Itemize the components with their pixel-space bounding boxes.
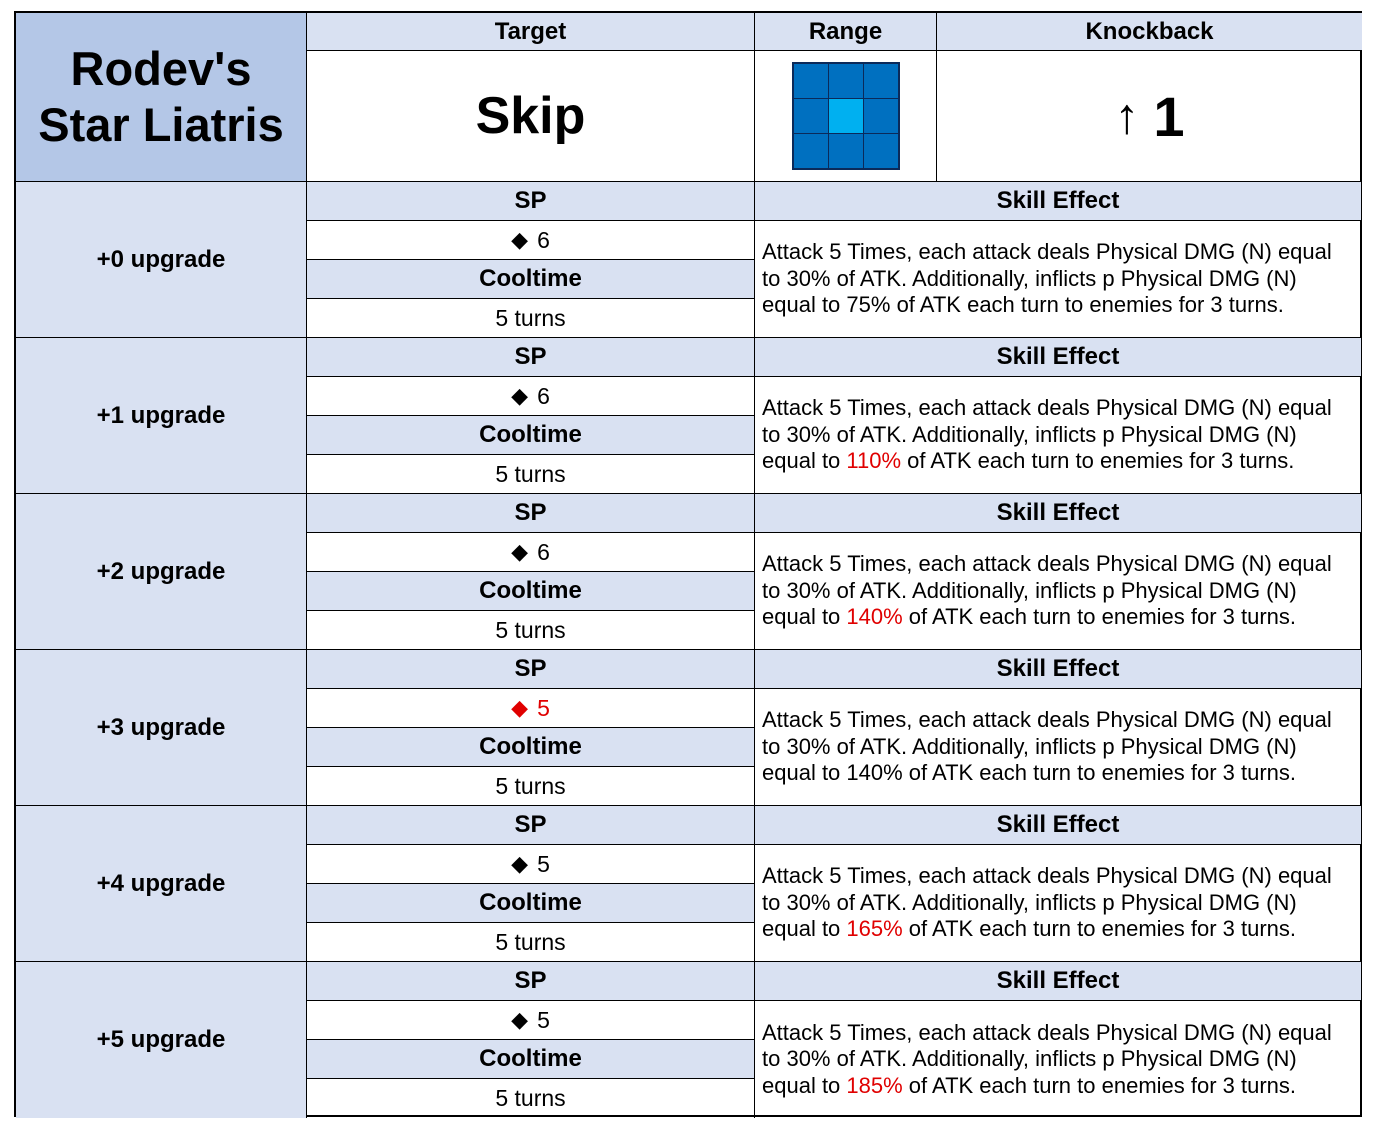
upgrade-label (16, 494, 307, 650)
upgrade-label-text: +3 upgrade (96, 713, 226, 741)
skill-effect-text (755, 221, 1361, 338)
skill-effect-description: Attack 5 Times, each attack deals Physical DMG (N) equal to 30% of ATK. Additionally, inflicts p Physical DMG (N) equal to 185% of ATK each turn to enemies for 3 turns. (762, 1019, 1332, 1098)
cooltime-value (307, 455, 755, 494)
range-cell (794, 99, 828, 133)
sp-value (307, 689, 755, 728)
skill-effect-description: Attack 5 Times, each attack deals Physical DMG (N) equal to 30% of ATK. Additionally, inflicts p Physical DMG (N) equal to 75% of ATK each turn to enemies for 3 turns. (762, 239, 1332, 318)
skill-effect-text (755, 533, 1361, 650)
knockback-value (937, 51, 1362, 182)
upgrade-label-text: +1 upgrade (96, 401, 226, 429)
skill-effect-description: Attack 5 Times, each attack deals Physical DMG (N) equal to 30% of ATK. Additionally, inflicts p Physical DMG (N) equal to 140% of ATK each turn to enemies for 3 turns. (762, 707, 1332, 786)
cooltime-value-text: 5 turns (495, 460, 566, 487)
skill-effect-text (755, 377, 1361, 494)
range-cell (829, 134, 863, 168)
sp-value (307, 377, 755, 416)
sp-header-label: SP (514, 967, 547, 994)
cooltime-header-label: Cooltime (479, 1045, 582, 1072)
range-cell (864, 134, 898, 168)
sp-value (307, 533, 755, 572)
upgrade-label (16, 650, 307, 806)
upgrade-label (16, 338, 307, 494)
knockback-header (937, 13, 1362, 51)
skill-effect-header-label: Skill Effect (996, 811, 1120, 838)
skill-effect-header-label: Skill Effect (996, 187, 1120, 214)
sp-header (307, 650, 755, 689)
cooltime-value (307, 299, 755, 338)
cooltime-header (307, 260, 755, 299)
effect-value: 185% (846, 1072, 903, 1098)
diamond-icon: ◆ (511, 1007, 529, 1032)
diamond-icon: ◆ (511, 851, 529, 876)
range-grid-icon (792, 62, 900, 170)
cooltime-header (307, 884, 755, 923)
cooltime-header-label: Cooltime (479, 577, 582, 604)
sp-value-text: 5 (537, 694, 550, 721)
upgrade-label (16, 182, 307, 338)
sp-header-label: SP (514, 499, 547, 526)
upgrade-label-text: +4 upgrade (96, 869, 226, 897)
cooltime-header (307, 572, 755, 611)
range-value (755, 51, 937, 182)
range-header-label: Range (808, 17, 883, 45)
knockback-header-label: Knockback (1085, 17, 1214, 45)
cooltime-value (307, 611, 755, 650)
sp-header-label: SP (514, 343, 547, 370)
sp-header-label: SP (514, 811, 547, 838)
skill-effect-text (755, 1001, 1361, 1118)
skill-effect-header (755, 650, 1361, 689)
sp-value (307, 221, 755, 260)
diamond-icon: ◆ (511, 539, 529, 564)
sp-header (307, 182, 755, 221)
cooltime-value (307, 1079, 755, 1118)
skill-effect-header-label: Skill Effect (996, 499, 1120, 526)
sp-header (307, 494, 755, 533)
skill-effect-header (755, 494, 1361, 533)
skill-effect-header (755, 962, 1361, 1001)
range-cell (829, 64, 863, 98)
sp-header-label: SP (514, 187, 547, 214)
up-arrow-icon: ↑ (1114, 88, 1140, 144)
upgrade-label (16, 962, 307, 1118)
diamond-icon: ◆ (511, 695, 529, 720)
effect-value: 110% (846, 448, 902, 474)
skill-effect-header-label: Skill Effect (996, 343, 1120, 370)
cooltime-header-label: Cooltime (479, 733, 582, 760)
range-cell (864, 99, 898, 133)
cooltime-value (307, 767, 755, 806)
sp-value (307, 845, 755, 884)
skill-effect-header-label: Skill Effect (996, 655, 1120, 682)
upgrade-label-text: +2 upgrade (96, 557, 226, 585)
sp-header-label: SP (514, 655, 547, 682)
cooltime-value-text: 5 turns (495, 772, 566, 799)
diamond-icon: ◆ (511, 383, 529, 408)
range-cell (794, 64, 828, 98)
skill-effect-description: Attack 5 Times, each attack deals Physical DMG (N) equal to 30% of ATK. Additionally, inflicts p Physical DMG (N) equal to 140% of ATK each turn to enemies for 3 turns. (762, 551, 1332, 630)
effect-value: 75% (846, 292, 891, 318)
effect-value: 140% (846, 604, 903, 630)
skill-table (14, 11, 1362, 1117)
skill-effect-description: Attack 5 Times, each attack deals Physical DMG (N) equal to 30% of ATK. Additionally, inflicts p Physical DMG (N) equal to 165% of ATK each turn to enemies for 3 turns. (762, 863, 1332, 942)
sp-header (307, 338, 755, 377)
upgrade-label-text: +0 upgrade (96, 245, 226, 273)
cooltime-value-text: 5 turns (495, 616, 566, 643)
range-cell (794, 134, 828, 168)
range-center-cell (829, 99, 863, 133)
skill-effect-text (755, 689, 1361, 806)
sp-value-text: 5 (537, 1006, 550, 1033)
sp-value-text: 6 (537, 382, 550, 409)
cooltime-header-label: Cooltime (479, 889, 582, 916)
cooltime-header-label: Cooltime (479, 421, 582, 448)
diamond-icon: ◆ (511, 227, 529, 252)
target-value-text: Skip (475, 87, 586, 145)
upgrade-label (16, 806, 307, 962)
upgrade-label-text: +5 upgrade (96, 1026, 226, 1053)
cooltime-header (307, 1040, 755, 1079)
effect-value: 140% (846, 760, 903, 786)
cooltime-value-text: 5 turns (495, 304, 566, 331)
sp-value (307, 1001, 755, 1040)
skill-effect-header-label: Skill Effect (996, 967, 1120, 994)
target-value (307, 51, 755, 182)
range-cell (864, 64, 898, 98)
range-header (755, 13, 937, 51)
skill-effect-header (755, 338, 1361, 377)
skill-effect-text (755, 845, 1361, 962)
sp-value-text: 6 (537, 226, 550, 253)
skill-effect-description: Attack 5 Times, each attack deals Physical DMG (N) equal to 30% of ATK. Additionally, inflicts p Physical DMG (N) equal to 110% of ATK each turn to enemies for 3 turns. (762, 395, 1332, 474)
cooltime-value-text: 5 turns (495, 928, 566, 955)
effect-value: 165% (846, 916, 903, 942)
cooltime-value-text: 5 turns (495, 1085, 566, 1111)
cooltime-value (307, 923, 755, 962)
cooltime-header (307, 728, 755, 767)
sp-header (307, 962, 755, 1001)
cooltime-header-label: Cooltime (479, 265, 582, 292)
skill-effect-header (755, 182, 1361, 221)
sp-header (307, 806, 755, 845)
skill-effect-header (755, 806, 1361, 845)
sp-value-text: 5 (537, 850, 550, 877)
knockback-number: 1 (1153, 84, 1185, 148)
sp-value-text: 6 (537, 538, 550, 565)
target-header-label: Target (494, 17, 567, 45)
skill-name (16, 13, 307, 182)
target-header (307, 13, 755, 51)
cooltime-header (307, 416, 755, 455)
skill-name-text: Rodev's Star Liatris (38, 42, 284, 151)
